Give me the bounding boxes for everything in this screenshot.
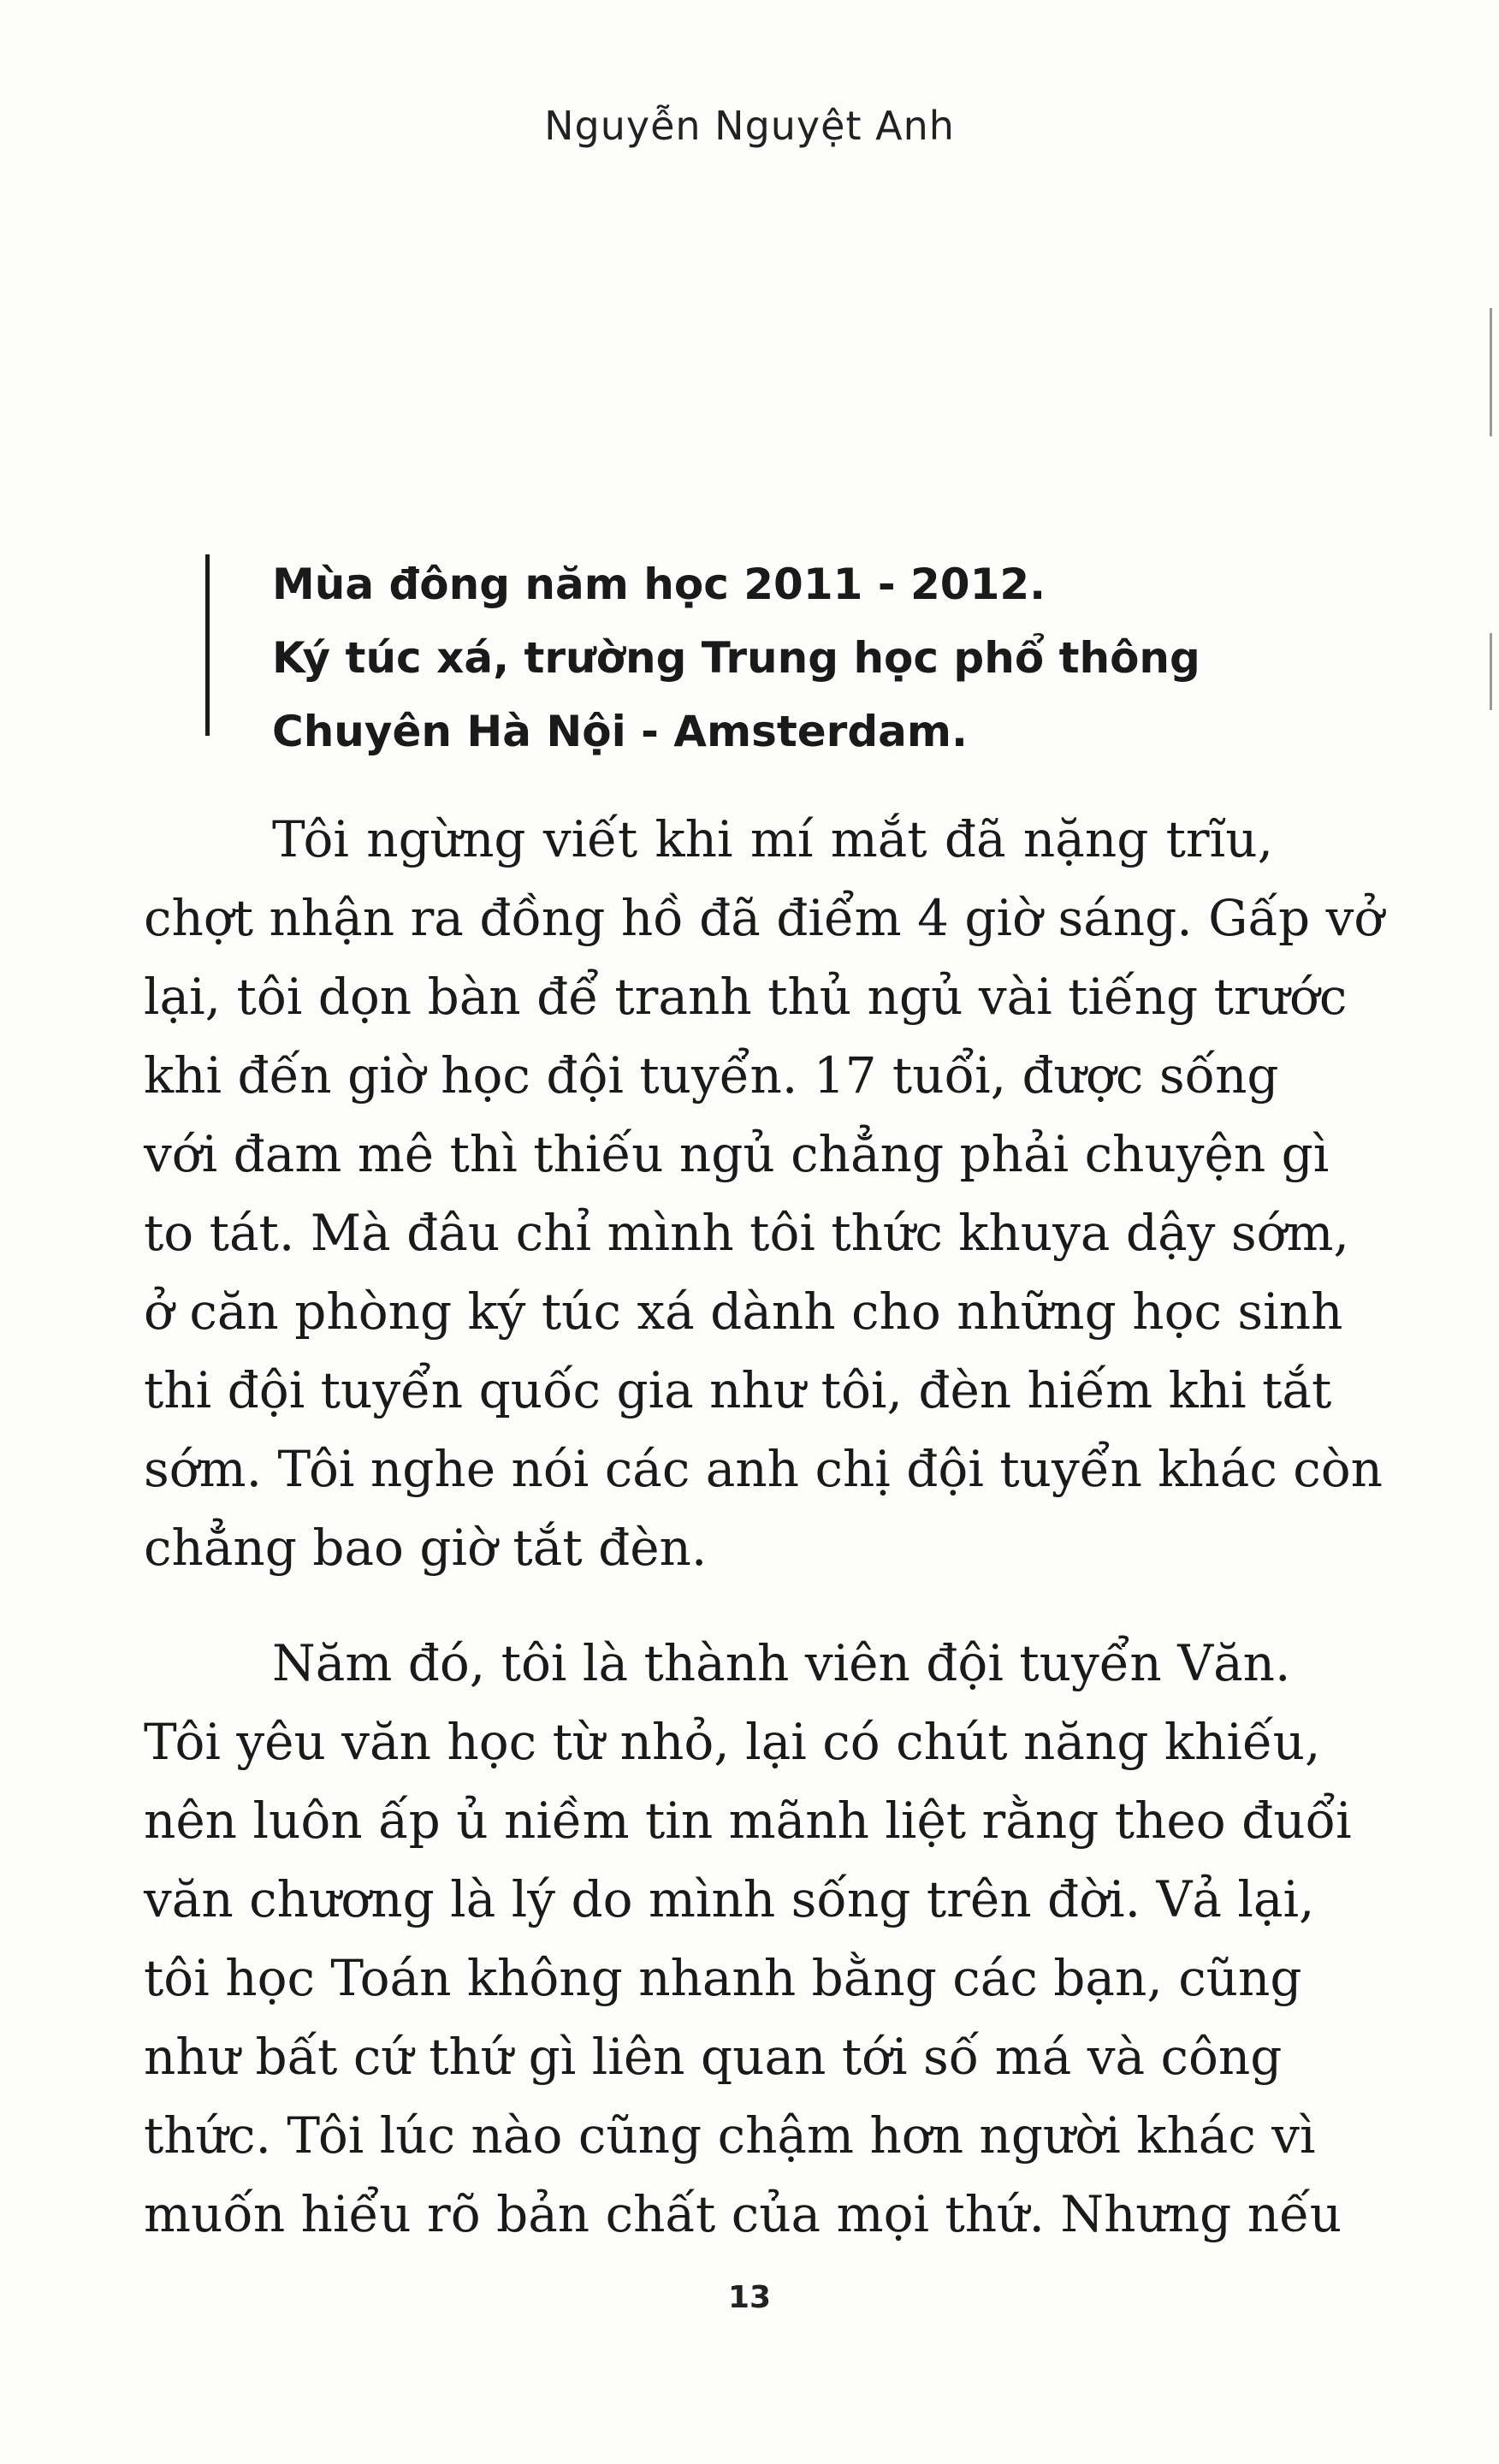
heading-line: Ký túc xá, trường Trung học phổ thông [272, 633, 1200, 683]
text-line: chợt nhận ra đồng hồ đã điểm 4 giờ sáng. Gấp vở [144, 889, 1384, 947]
text-line: như bất cứ thứ gì liên quan tới số má và công [144, 2028, 1283, 2086]
page-number: 13 [727, 2280, 772, 2315]
paragraph-2 [144, 1624, 1352, 2254]
text-line: chẳng bao giờ tắt đèn. [144, 1519, 708, 1577]
text-line: nên luôn ấp ủ niềm tin mãnh liệt rằng theo đuổi [144, 1792, 1352, 1850]
heading-line: Mùa đông năm học 2011 - 2012. [272, 560, 1046, 609]
running-header-author: Nguyễn Nguyệt Anh [544, 103, 955, 149]
chapter-heading-block [205, 548, 1318, 756]
text-line: thức. Tôi lúc nào cũng chậm hơn người khác vì [144, 2106, 1316, 2165]
text-line: Tôi yêu văn học từ nhỏ, lại có chút năng khiếu, [144, 1713, 1321, 1771]
text-line: Tôi ngừng viết khi mí mắt đã nặng trĩu, [272, 810, 1273, 868]
text-line: Năm đó, tôi là thành viên đội tuyển Văn. [272, 1634, 1291, 1692]
text-line: muốn hiểu rõ bản chất của mọi thứ. Nhưng nếu [144, 2185, 1342, 2243]
text-line: với đam mê thì thiếu ngủ chẳng phải chuyện gì [144, 1125, 1330, 1183]
chapter-heading [272, 548, 1200, 768]
text-line: văn chương là lý do mình sống trên đời. Vả lại, [144, 1870, 1315, 1928]
scan-edge-mark [1490, 308, 1492, 436]
heading-vertical-rule [205, 554, 210, 736]
text-line: lại, tôi dọn bàn để tranh thủ ngủ vài tiếng trước [144, 968, 1348, 1026]
text-line: ở căn phòng ký túc xá dành cho những học sinh [144, 1282, 1343, 1341]
text-line: sớm. Tôi nghe nói các anh chị đội tuyển khác còn [144, 1440, 1383, 1498]
text-line: to tát. Mà đâu chỉ mình tôi thức khuya dậy sớm, [144, 1204, 1349, 1262]
scan-edge-mark [1490, 633, 1492, 710]
text-line: tôi học Toán không nhanh bằng các bạn, cũng [144, 1949, 1302, 2007]
heading-line: Chuyên Hà Nội - Amsterdam. [272, 707, 968, 756]
text-line: thi đội tuyển quốc gia như tôi, đèn hiếm khi tắt [144, 1361, 1332, 1419]
paragraph-1 [144, 800, 1384, 1587]
text-line: khi đến giờ học đội tuyển. 17 tuổi, được sống [144, 1046, 1279, 1105]
